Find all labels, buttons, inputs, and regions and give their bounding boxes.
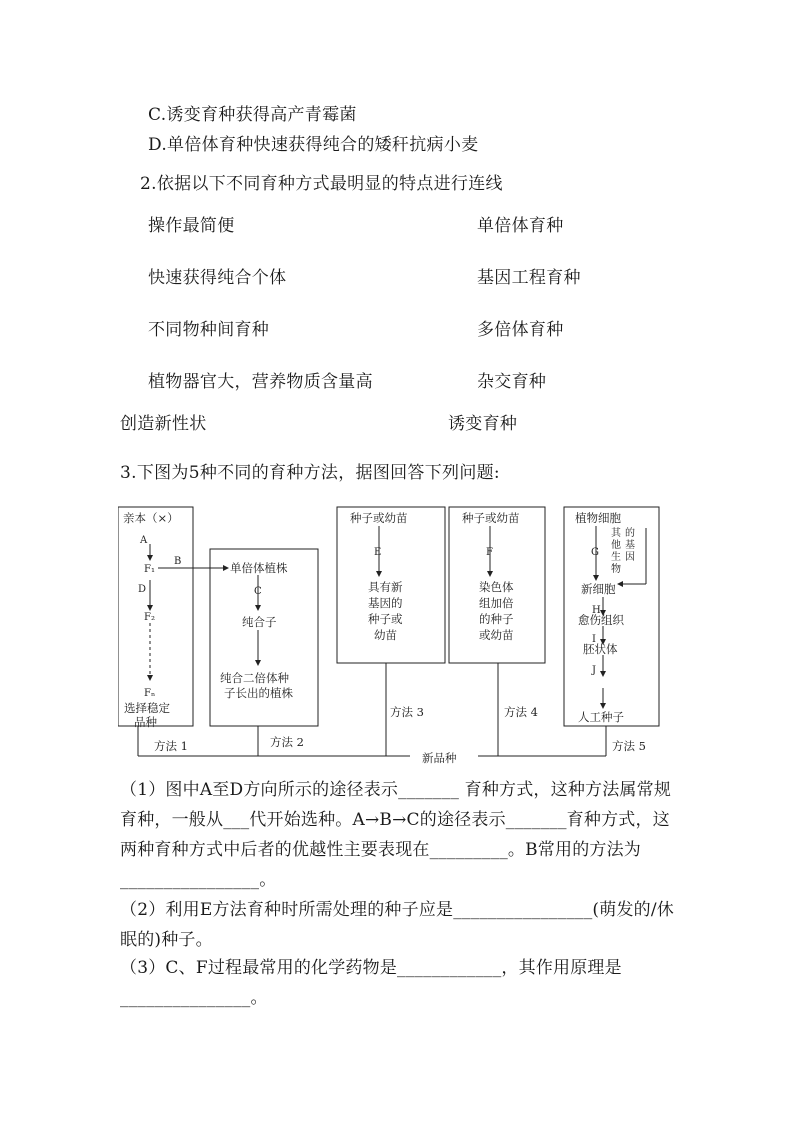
option-d: D.单倍体育种快速获得纯合的矮秆抗病小麦 <box>148 135 479 155</box>
method-2: 基因工程育种 <box>477 268 581 288</box>
m3-line-3: 种子或 <box>368 612 403 626</box>
m1-parent: 亲本（×） <box>123 511 179 525</box>
m4-line-1: 染色体 <box>479 580 514 594</box>
m5-side-7: 因 <box>625 552 635 563</box>
method-1-label: 方法 1 <box>154 739 188 753</box>
m2-diploid-1: 纯合二倍体种 <box>220 671 289 685</box>
feature-2: 快速获得纯合个体 <box>148 268 287 288</box>
question-3-title: 3.下图为5种不同的育种方法，据图回答下列问题: <box>120 463 500 483</box>
m5-callus: 愈伤组织 <box>578 613 624 627</box>
m3-seed: 种子或幼苗 <box>350 511 408 525</box>
m2-c: C <box>254 586 262 597</box>
method-1-box <box>118 507 193 726</box>
feature-4: 植物器官大，营养物质含量高 <box>148 372 373 392</box>
m2-diploid-2: 子长出的植株 <box>224 686 293 700</box>
m5-j: J <box>592 665 597 676</box>
question-2-title: 2.依据以下不同育种方式最明显的特点进行连线 <box>140 174 503 194</box>
m1-a: A <box>140 535 148 546</box>
question-3-part-2: （2）利用E方法育种时所需处理的种子应是________________(萌发的/休眠的)种子。 <box>120 900 674 950</box>
m4-line-4: 或幼苗 <box>479 628 514 642</box>
m5-side-2: 他 <box>611 540 621 551</box>
m4-line-2: 组加倍 <box>479 596 514 610</box>
question-3-part-1: （1）图中A至D方向所示的途径表示_______ 育种方式，这种方法属常规育种，一般从___代开始选种。A→B→C的途径表示_______育种方式，这两种育种方式中后者的优越性主要表现在_________。B常用的方法为________________。 <box>120 780 672 890</box>
m5-side-4: 物 <box>611 564 621 575</box>
m5-seed: 人工种子 <box>578 710 624 724</box>
method-4-label: 方法 4 <box>504 705 538 719</box>
breeding-methods-diagram <box>118 500 678 770</box>
new-variety-label: 新品种 <box>422 751 457 765</box>
m5-embryoid: 胚状体 <box>583 642 618 656</box>
method-1: 单倍体育种 <box>477 216 564 236</box>
m1-b: B <box>174 556 182 567</box>
m1-select-2: 品种 <box>134 715 157 729</box>
m5-cell: 植物细胞 <box>575 511 621 525</box>
m1-f1: F₁ <box>144 564 155 575</box>
m3-line-2: 基因的 <box>368 596 403 610</box>
m1-d: D <box>138 584 147 595</box>
method-5: 诱变育种 <box>448 414 518 434</box>
method-4: 杂交育种 <box>477 372 547 392</box>
m5-side-3: 生 <box>611 552 621 563</box>
m4-seed: 种子或幼苗 <box>462 511 520 525</box>
m3-e: E <box>374 547 382 558</box>
m2-pure: 纯合子 <box>242 615 277 629</box>
m4-line-3: 的种子 <box>479 612 514 626</box>
feature-5: 创造新性状 <box>120 414 207 434</box>
method-3-label: 方法 3 <box>390 705 424 719</box>
m5-side-1: 其 <box>611 528 621 539</box>
m5-side-5: 的 <box>625 528 635 539</box>
m5-g: G <box>591 547 599 558</box>
feature-1: 操作最简便 <box>148 216 235 236</box>
m1-select-1: 选择稳定 <box>124 701 170 715</box>
m1-fn: Fₙ <box>144 688 156 699</box>
m2-haploid: 单倍体植株 <box>230 561 288 575</box>
m1-f2: F₂ <box>144 612 155 623</box>
m5-i: I <box>592 634 596 645</box>
m4-f: F <box>486 547 493 558</box>
m3-line-4: 幼苗 <box>374 628 397 642</box>
m5-side-6: 基 <box>625 540 635 551</box>
method-5-label: 方法 5 <box>612 739 646 753</box>
m5-newcell: 新细胞 <box>581 582 616 596</box>
m5-h: H <box>592 605 601 616</box>
feature-3: 不同物种间育种 <box>148 320 270 340</box>
option-c: C.诱变育种获得高产青霉菌 <box>148 105 357 125</box>
m3-line-1: 具有新 <box>368 580 403 594</box>
method-3: 多倍体育种 <box>477 320 564 340</box>
question-3-part-3: （3）C、F过程最常用的化学药物是____________，其作用原理是_______________。 <box>120 958 622 1008</box>
method-2-label: 方法 2 <box>270 735 304 749</box>
